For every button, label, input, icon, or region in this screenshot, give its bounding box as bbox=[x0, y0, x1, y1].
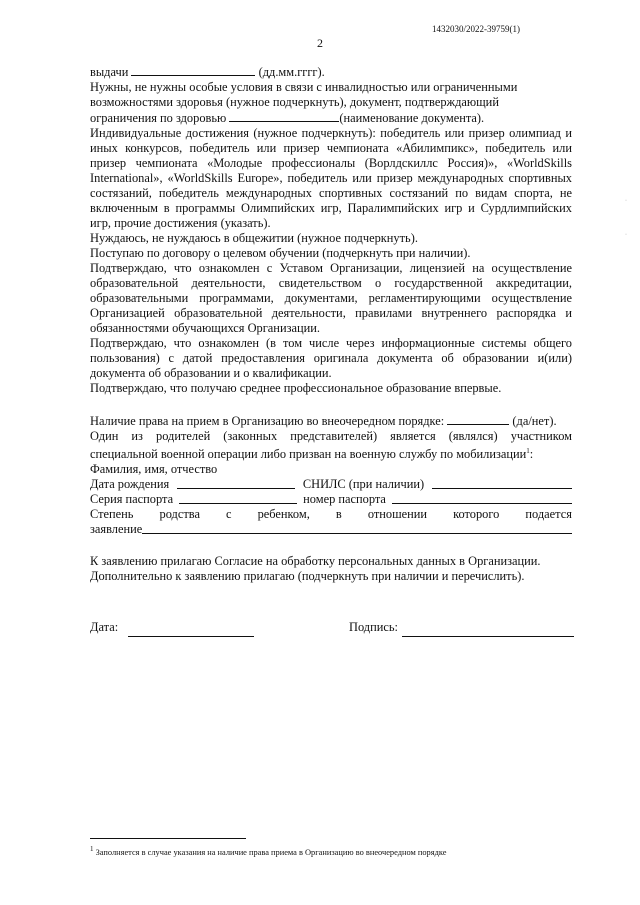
kinship-word: подается bbox=[525, 507, 572, 522]
passport-number-label: номер паспорта bbox=[303, 492, 386, 507]
special-conditions-line-2: возможностями здоровья (нужное подчеркнуть), документ, подтверждающий bbox=[90, 95, 499, 109]
snils-blank[interactable] bbox=[432, 477, 572, 489]
birth-date-label: Дата рождения bbox=[90, 477, 170, 492]
full-name-label: Фамилия, имя, отчество bbox=[90, 462, 218, 477]
passport-number-blank[interactable] bbox=[392, 492, 572, 504]
issue-date-line bbox=[90, 64, 572, 80]
issue-date-blank[interactable] bbox=[131, 64, 255, 76]
first-time-paragraph: Подтверждаю, что получаю среднее профессиональное образование впервые. bbox=[90, 381, 502, 395]
footnote-divider bbox=[90, 838, 246, 839]
priority-right-blank[interactable] bbox=[447, 413, 509, 425]
kinship-blank[interactable] bbox=[142, 522, 572, 534]
date-label: Дата: bbox=[90, 620, 119, 634]
kinship-word: Степень bbox=[90, 507, 134, 522]
kinship-line bbox=[90, 507, 572, 522]
page-number: 2 bbox=[317, 36, 323, 50]
achievements-paragraph: Индивидуальные достижения (нужное подчеркнуть): победитель или призер олимпиад и иных конкурсов, победитель или призер чемпионата «Абилимпикс», победитель или призер чемпионата «Молодые профессионалы (Ворлдскиллс Россия)», «WorldSkills International», «WorldSkills Europe», победитель или призер международных спортивных состязаний, победитель международных спортивных состязаний по видам спорта, не включенным в программы Олимпийских игр, Паралимпийских игр и Сурдлимпийских игр, прочие достижения (указать). bbox=[90, 126, 572, 230]
footnote-text: Заполняется в случае указания на наличие права приема в Организацию во внеочередном порядке bbox=[95, 847, 447, 857]
health-document-blank[interactable] bbox=[229, 110, 339, 122]
priority-right-hint: (да/нет). bbox=[512, 414, 557, 428]
kinship-word: ребенком, bbox=[257, 507, 310, 522]
footnote-mark: 1 bbox=[90, 845, 94, 853]
issue-date-format: (дд.мм.гггг). bbox=[258, 65, 325, 79]
kinship-end-line bbox=[90, 522, 572, 537]
kinship-word: которого bbox=[453, 507, 500, 522]
priority-right-label: Наличие права на прием в Организацию во внеочередном порядке: bbox=[90, 414, 445, 428]
health-restriction-label: ограничения по здоровью bbox=[90, 111, 227, 125]
kinship-end-label: заявление bbox=[90, 522, 143, 537]
info-systems-acknowledgement: Подтверждаю, что ознакомлен (в том числе через информационные системы общего пользования) с датой предоставления оригинала документа об образовании и(или) документа об образовании и о квалификации. bbox=[90, 336, 572, 380]
additional-attachments: Дополнительно к заявлению прилагаю (подчеркнуть при наличии и перечислить). bbox=[90, 569, 525, 584]
consent-attachment: К заявлению прилагаю Согласие на обработку персональных данных в Организации. bbox=[90, 554, 541, 569]
special-conditions-line-3 bbox=[90, 110, 572, 126]
margin-mark: · bbox=[625, 198, 627, 204]
dormitory-paragraph: Нуждаюсь, не нуждаюсь в общежитии (нужное подчеркнуть). bbox=[90, 231, 418, 245]
full-name-line bbox=[90, 462, 572, 477]
footnote-reference: 1 bbox=[526, 447, 530, 455]
parent-svo-colon: : bbox=[529, 447, 534, 462]
passport-line bbox=[90, 492, 572, 507]
birth-snils-line bbox=[90, 477, 572, 492]
priority-right-line bbox=[90, 413, 572, 429]
issue-date-label: выдачи bbox=[90, 65, 129, 79]
application-body bbox=[90, 64, 572, 584]
kinship-word: родства bbox=[159, 507, 200, 522]
parent-svo-text: Один из родителей (законных представителей) является (являлся) участником специальной военной операции либо призван на военную службу по мобилизации bbox=[90, 429, 572, 462]
document-number: 1432030/2022-39759(1) bbox=[432, 24, 520, 34]
passport-series-label: Серия паспорта bbox=[90, 492, 174, 507]
kinship-word: с bbox=[226, 507, 232, 522]
margin-mark: · bbox=[625, 232, 627, 238]
special-conditions-line-1: Нужны, не нужны особые условия в связи с инвалидностью или ограниченными bbox=[90, 80, 518, 94]
birth-date-blank[interactable] bbox=[177, 477, 295, 489]
date-blank[interactable] bbox=[128, 636, 254, 637]
passport-series-blank[interactable] bbox=[179, 492, 297, 504]
charter-acknowledgement: Подтверждаю, что ознакомлен с Уставом Организации, лицензией на осуществление образовательной деятельности, свидетельством о государственной аккредитации, образовательными программами, документами, регламентирующими осуществление Организацией образовательной деятельности, правилами внутреннего распорядка и обязанностями обучающихся Организации. bbox=[90, 261, 572, 335]
signature-blank[interactable] bbox=[402, 636, 574, 637]
snils-label: СНИЛС (при наличии) bbox=[302, 477, 425, 492]
kinship-word: отношении bbox=[367, 507, 428, 522]
health-document-hint: (наименование документа). bbox=[339, 111, 485, 125]
footnote bbox=[90, 845, 446, 857]
target-training-paragraph: Поступаю по договору о целевом обучении (подчеркнуть при наличии). bbox=[90, 246, 471, 260]
signature-label: Подпись: bbox=[349, 620, 398, 634]
parent-svo-paragraph bbox=[90, 429, 572, 462]
kinship-word: в bbox=[335, 507, 342, 522]
